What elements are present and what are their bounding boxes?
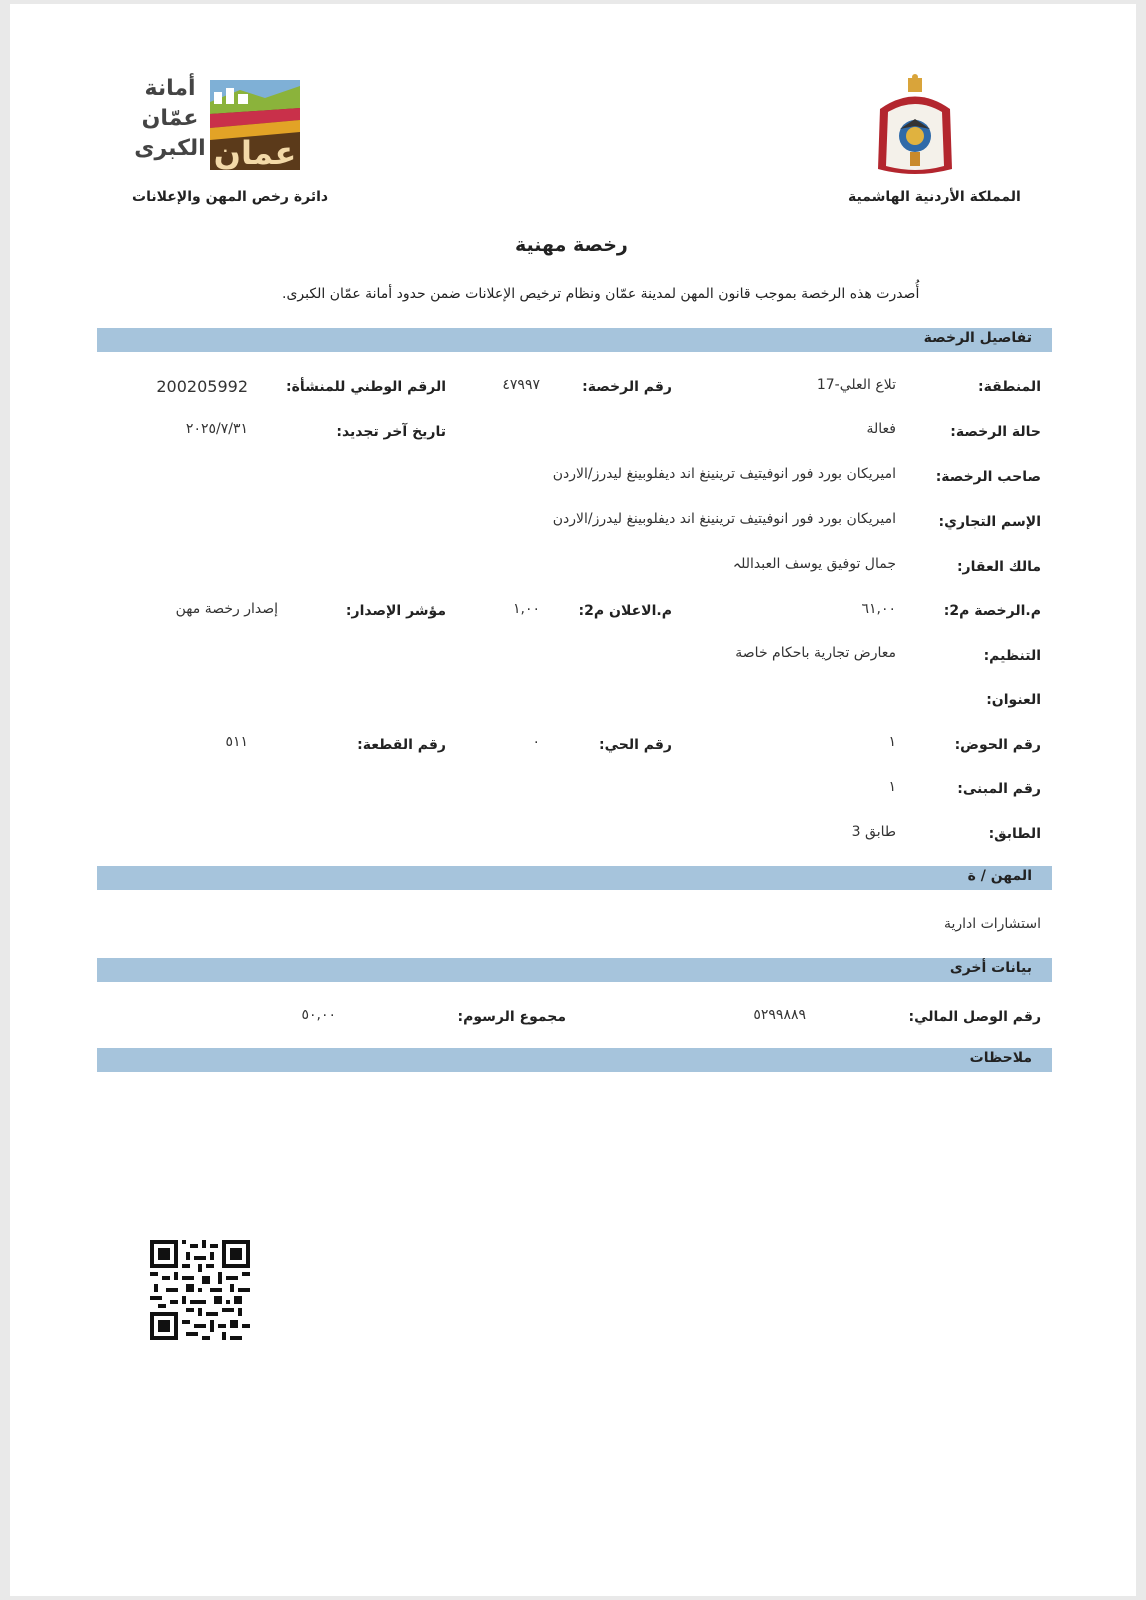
- department-name: دائرة رخص المهن والإعلانات: [132, 189, 329, 205]
- floor-label: الطابق:: [988, 826, 1041, 842]
- fees-value: ٥٠,٠٠: [301, 1007, 336, 1023]
- status-value: فعالة: [866, 421, 896, 437]
- owner-label: صاحب الرخصة:: [935, 469, 1041, 485]
- plot-no-value: ٥١١: [225, 734, 248, 750]
- ad-area-value: ١,٠٠: [512, 601, 540, 617]
- owner-value: اميريكان بورد فور انوفيتيف ترينينغ اند ديفلوبينغ ليدرز/الاردن: [552, 466, 896, 482]
- logo-text-line2: عمّان: [141, 106, 199, 131]
- logo-mark-text: عمان: [213, 134, 297, 172]
- plot-no-label: رقم القطعة:: [357, 737, 446, 753]
- trade-name-value: اميريكان بورد فور انوفيتيف ترينينغ اند ديفلوبينغ ليدرز/الاردن: [552, 511, 896, 527]
- logo-text-line3: الكبرى: [134, 136, 206, 161]
- building-no-label: رقم المبنى:: [957, 781, 1041, 797]
- district-no-value: ٠: [532, 734, 540, 750]
- logo-text-line1: أمانة: [144, 76, 196, 101]
- property-owner-label: مالك العقار:: [956, 559, 1041, 575]
- basin-no-value: ١: [888, 734, 896, 750]
- intro-text: أُصدرت هذه الرخصة بموجب قانون المهن لمدينة عمّان ونظام ترخيص الإعلانات ضمن حدود أمانة عمّان الكبرى.: [282, 286, 920, 302]
- section-bar-professions: [97, 866, 1052, 890]
- national-no-value: 200205992: [156, 377, 248, 396]
- region-label: المنطقة:: [978, 379, 1041, 395]
- zoning-value: معارض تجارية باحكام خاصة: [735, 645, 896, 661]
- last-renewal-label: تاريخ آخر تجديد:: [336, 424, 446, 440]
- section-title-other: بيانات أخرى: [949, 960, 1032, 976]
- national-no-label: الرقم الوطني للمنشأة:: [286, 379, 446, 395]
- section-title-details: تفاصيل الرخصة: [923, 330, 1032, 346]
- license-area-value: ٦١,٠٠: [861, 601, 896, 617]
- receipt-label: رقم الوصل المالي:: [908, 1009, 1041, 1025]
- building-no-value: ١: [888, 779, 896, 795]
- section-bar-notes: [97, 1048, 1052, 1072]
- section-bar-details: [97, 328, 1052, 352]
- district-no-label: رقم الحي:: [599, 737, 672, 753]
- region-value: تلاع العلي-17: [816, 377, 896, 393]
- license-no-value: ٤٧٩٩٧: [502, 377, 540, 393]
- property-owner-value: جمال توفيق يوسف العبداللہ: [732, 556, 896, 572]
- section-title-professions: المهن / ة: [967, 868, 1032, 884]
- zoning-label: التنظيم:: [983, 648, 1041, 664]
- status-label: حالة الرخصة:: [950, 424, 1041, 440]
- floor-value: طابق 3: [851, 824, 896, 840]
- issue-indicator-value: إصدار رخصة مهن: [175, 601, 278, 617]
- profession-value: استشارات ادارية: [943, 916, 1041, 932]
- country-name: المملكة الأردنية الهاشمية: [848, 189, 1021, 205]
- page-title: رخصة مهنية: [515, 234, 628, 256]
- address-label: العنوان:: [986, 692, 1041, 708]
- fees-label: مجموع الرسوم:: [457, 1009, 566, 1025]
- issue-indicator-label: مؤشر الإصدار:: [345, 603, 446, 619]
- last-renewal-value: ٢٠٢٥/٧/٣١: [185, 421, 248, 437]
- qr-code-icon: [150, 1240, 250, 1340]
- jordan-coat-of-arms-icon: [870, 74, 960, 184]
- section-title-notes: ملاحظات: [969, 1050, 1032, 1066]
- section-bar-other: [97, 958, 1052, 982]
- receipt-value: ٥٢٩٩٨٨٩: [753, 1007, 806, 1023]
- basin-no-label: رقم الحوض:: [954, 737, 1041, 753]
- license-area-label: م.الرخصة م2:: [943, 603, 1041, 619]
- license-no-label: رقم الرخصة:: [582, 379, 672, 395]
- amman-logo: [130, 72, 305, 172]
- trade-name-label: الإسم التجاري:: [938, 514, 1041, 530]
- ad-area-label: م.الاعلان م2:: [578, 603, 672, 619]
- license-page: [10, 4, 1136, 1596]
